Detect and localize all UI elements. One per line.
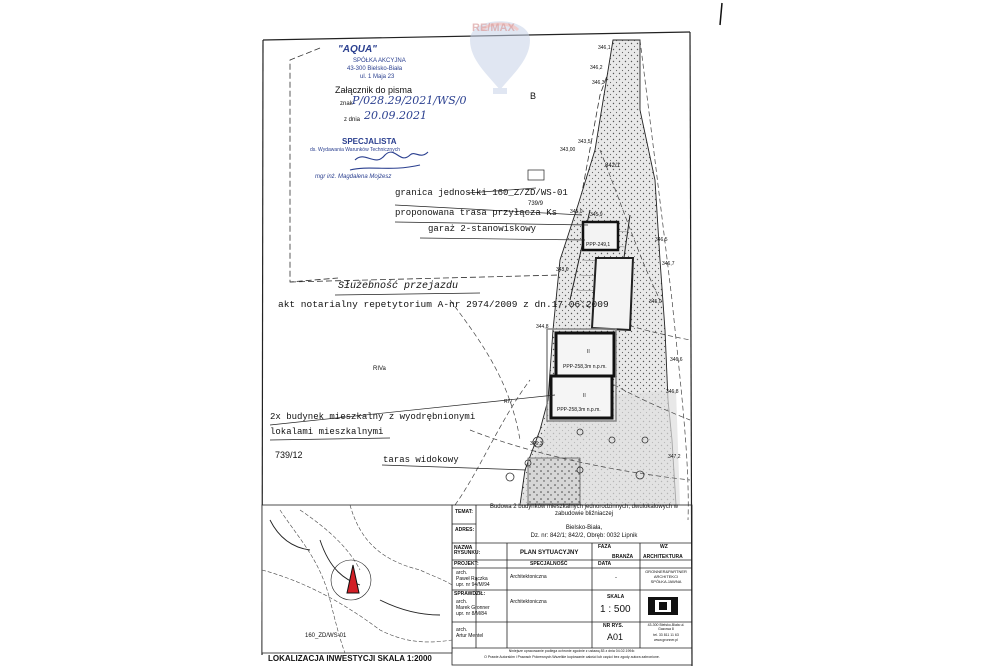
tb-copyright-line1: Niniejsze opracowanie podlega ochronie zgodnie z ustawą 83 z dnia 04.02.1994r. <box>508 649 636 653</box>
tb-checker-spec: Architektoniczna <box>510 599 547 605</box>
location-unit-label: 160_ZD/WS-01 <box>305 633 347 639</box>
tb-nr-rys: A01 <box>607 632 624 642</box>
annotation-route: proponowana trasa przyłącza Ks <box>395 208 558 218</box>
annotation-garage: garaż 2-stanowiskowy <box>428 224 537 234</box>
tb-studio-web: www.gronner.pl <box>654 638 678 642</box>
annotation-easement: Służebność przejazdu <box>338 281 459 292</box>
annotation-boundary: granica jednostki 160_Z/ZD/WS-01 <box>395 188 568 198</box>
tb-data-value: - <box>615 575 617 581</box>
tb-designer-title: arch. <box>456 570 468 576</box>
tb-drawer-name: Artur Mentel <box>456 633 484 639</box>
elevation-label: 346,5 <box>655 237 668 243</box>
tb-skala-label: SKALA <box>607 594 625 600</box>
elevation-label: 347,2 <box>668 454 681 460</box>
label-parcel-842-1: 842/1 <box>605 163 621 169</box>
tb-studio-line2: ARCHITEKCI <box>653 574 679 579</box>
stamp-date-prefix: z dnia <box>344 117 361 123</box>
label-parcel-739-9: 739/9 <box>528 201 544 207</box>
elevation-label: 346,6 <box>670 357 683 363</box>
annotation-buildings-line1: 2x budynek mieszkalny z wyodrębnionymi <box>270 412 476 422</box>
elevation-label: 346,1 <box>598 45 611 51</box>
plot-boundary <box>290 48 338 282</box>
location-inset <box>262 505 452 653</box>
tb-checker-title: arch. <box>456 599 468 605</box>
elevation-label: 343,6 <box>556 267 569 273</box>
label-b: B <box>530 91 537 101</box>
elevation-label: 344,8 <box>536 324 549 330</box>
stamp-city: 43-300 Bielsko-Biała <box>347 66 403 72</box>
tb-nazwa-label: NAZWA RYSUNKU: <box>454 545 481 556</box>
elevation-label: 345,0 <box>570 209 583 215</box>
tb-studio-line3: SPÓŁKA JAWNA <box>650 579 682 584</box>
tb-nazwa: PLAN SYTUACYJNY <box>520 550 579 556</box>
stamp-company: "AQUA" <box>338 44 377 55</box>
label-house-area-1: PPP-258,3m n.p.m. <box>563 364 607 370</box>
elevation-label: 345,0 <box>649 299 662 305</box>
elevation-label: 346,3 <box>530 441 543 447</box>
tb-nr-rys-label: NR RYS. <box>603 623 624 629</box>
label-riva: RIVa <box>373 366 386 372</box>
studio-logo <box>648 597 678 615</box>
annotation-buildings-line2: lokalami mieszkalnymi <box>270 427 384 437</box>
tb-projekt-label: PROJEKT: <box>454 561 479 567</box>
label-house-num-2: II <box>583 393 586 399</box>
tb-designer-spec: Architektoniczna <box>510 574 547 580</box>
tb-copyright-line2: O Prawie Autorskim i Prawach Pokrewnych.Wszelkie kopiowanie całości lub części bez zgody autora zabronione. <box>484 655 660 659</box>
stamp-street: ul. 1 Maja 23 <box>360 74 395 80</box>
tb-data-label: DATA <box>598 561 612 567</box>
tb-wz-label: WZ <box>660 544 668 550</box>
tb-drawer-title: arch. <box>456 627 468 633</box>
watermark-brand: RE/MAX <box>472 22 515 34</box>
label-house-area-2: PPP-258,3m n.p.m. <box>557 407 601 413</box>
tb-studio-line1: GRONNER&PARTNER <box>645 569 687 574</box>
elevation-label: 346,3 <box>592 80 605 86</box>
tb-adres-label: ADRES: <box>455 527 475 533</box>
tb-faza-label: FAZA <box>598 544 612 550</box>
tb-skala: 1 : 500 <box>600 604 631 615</box>
tb-studio-phone: tel. 33 811 11 63 <box>653 633 679 637</box>
elevation-label: 346,2 <box>590 65 603 71</box>
stamp-signatory-dept: ds. Wydawania Warunków Technicznych <box>310 147 400 153</box>
tb-temat-label: TEMAT: <box>455 509 473 515</box>
label-garage-area: PPP-249,1 <box>586 242 611 248</box>
label-parcel-739-12: 739/12 <box>275 450 303 460</box>
stamp-signatory-name: mgr inż. Magdalena Mojżesz <box>315 174 392 180</box>
tb-adres-city: Bielsko-Biała, <box>565 525 603 531</box>
elevation-label: 345,9 <box>590 212 603 218</box>
annotation-terrace: taras widokowy <box>383 455 459 465</box>
elevation-label: 343,00 <box>560 147 576 153</box>
tb-specjalnosc-label: SPECJALNOŚĆ <box>530 561 568 567</box>
tb-branza-label: BRANŻA <box>612 554 634 560</box>
elevation-label: 346,8 <box>666 389 679 395</box>
stamp-ref-number: P/028.29/2021/WS/0 <box>352 94 467 107</box>
stamp-signatory-title: SPECJALISTA <box>342 137 397 146</box>
stamp-date-value: 20.09.2021 <box>364 109 427 122</box>
location-title: LOKALIZACJA INWESTYCJI SKALA 1:2000 <box>268 654 432 663</box>
elevation-label: 343,5 <box>578 139 591 145</box>
tb-checker-name: Marek Gronner <box>456 605 490 611</box>
annotation-notary-act: akt notarialny repetytorium A-nr 2974/2009 z dn.17.06.2009 <box>278 299 609 310</box>
elevation-label: 346,7 <box>662 261 675 267</box>
label-house-num-1: II <box>587 349 590 355</box>
tb-sprawdzil-label: SPRAWDZIŁ: <box>454 591 486 597</box>
tb-branza: ARCHITEKTURA <box>643 554 683 560</box>
tb-temat: Budowa 2 budynków mieszkalnych jednorodzinnych, dwulokalowych w zabudowie bliźniaczej <box>489 504 679 518</box>
stamp-attachment-label: Załącznik do pisma <box>335 85 413 95</box>
tb-designer-name: Paweł Rączka <box>456 576 488 582</box>
stamp-company-type: SPÓŁKA AKCYJNA <box>353 58 406 64</box>
tb-studio-addr: 43-300 Bielsko-Biała ul. Gazowa 8 <box>647 623 685 631</box>
signature-scribble <box>350 152 428 170</box>
label-riv: RIV <box>504 399 513 405</box>
stamp-ref-prefix: znak <box>340 101 353 107</box>
tb-adres-parcels: Dz. nr: 842/1; 842/2, Obręb: 0032 Lipnik <box>530 533 638 539</box>
tb-checker-license: upr. nr 8/M/84 <box>456 611 487 617</box>
tb-designer-license: upr. nr 94/M/94 <box>456 582 490 588</box>
